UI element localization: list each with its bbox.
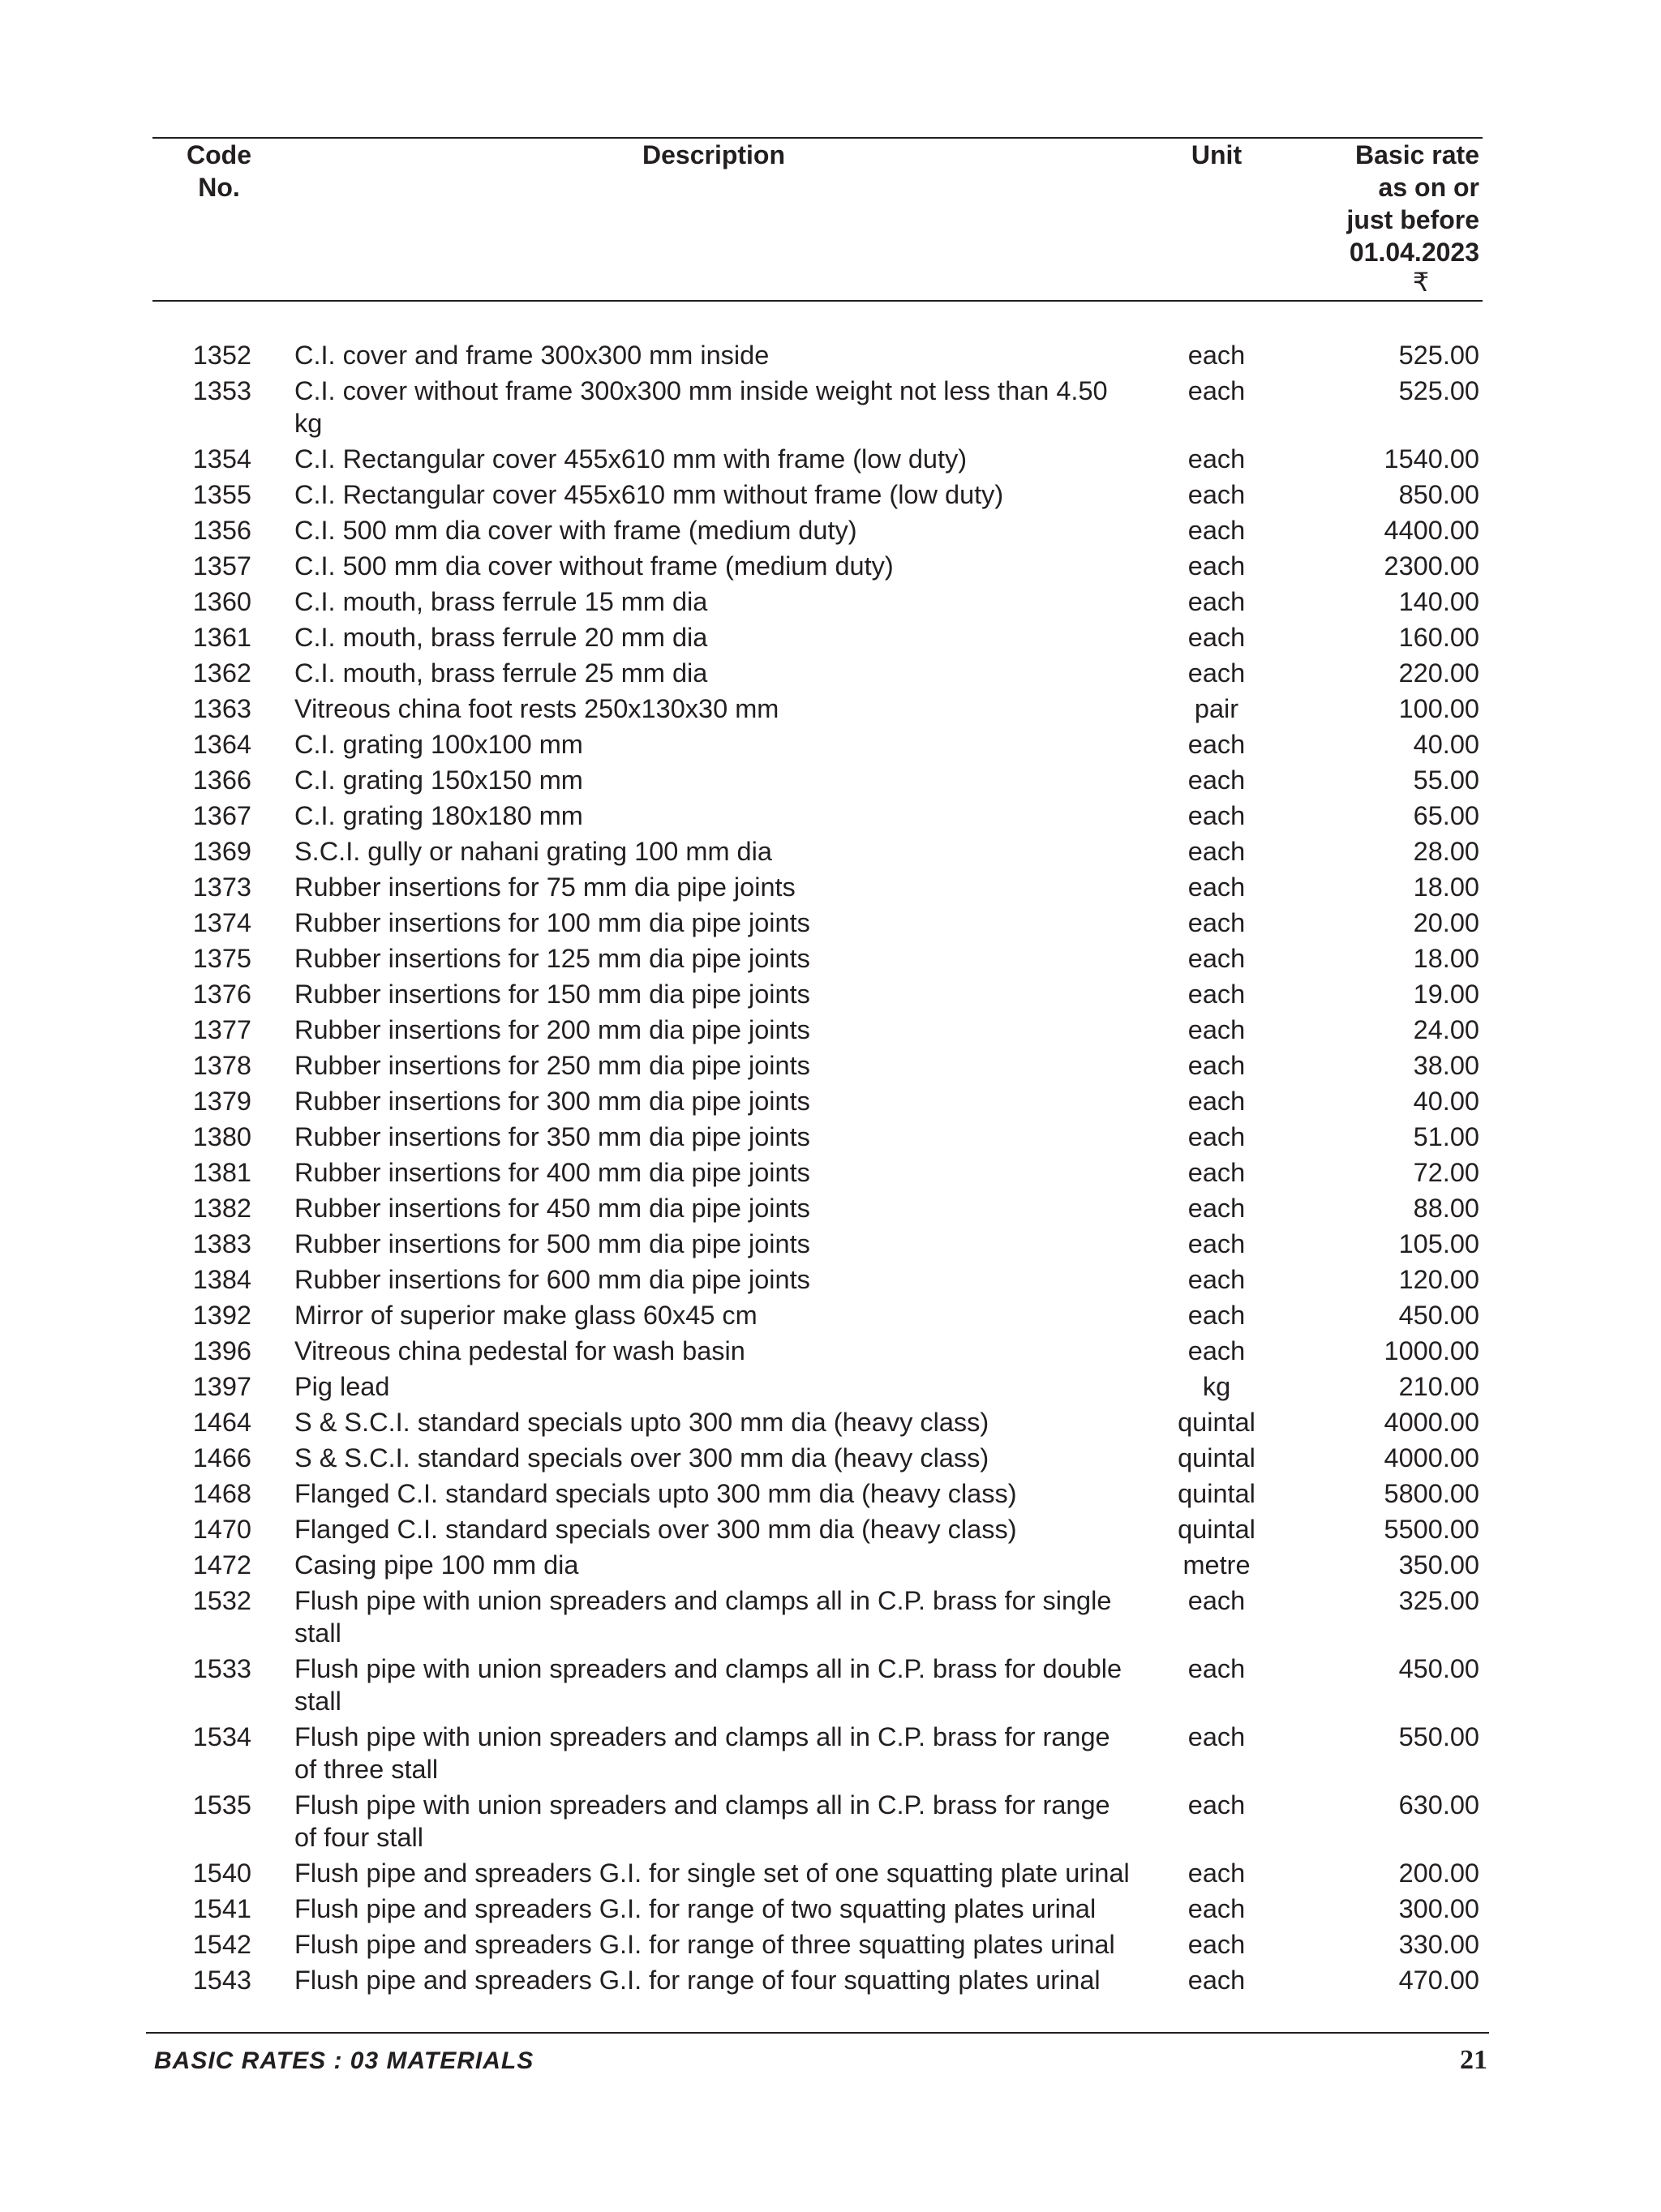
row-unit: each [1187, 1265, 1246, 1294]
table-row [0, 978, 1661, 1014]
row-rate: 19.00 [1413, 980, 1479, 1009]
table-row [0, 1085, 1661, 1121]
row-description: Rubber insertions for 400 mm dia pipe joints [294, 1158, 810, 1187]
row-unit: each [1187, 944, 1246, 973]
row-unit: each [1187, 1051, 1246, 1080]
row-unit: each [1187, 980, 1246, 1009]
table-row [0, 1442, 1661, 1477]
row-rate: 5500.00 [1384, 1515, 1479, 1544]
row-description: Flush pipe and spreaders G.I. for range of four squatting plates urinal [294, 1966, 1101, 1995]
row-code: 1352 [192, 341, 251, 370]
row-unit: each [1187, 376, 1246, 405]
row-rate: 850.00 [1398, 480, 1479, 509]
row-code: 1381 [192, 1158, 251, 1187]
row-unit: each [1187, 1966, 1246, 1995]
row-code: 1541 [192, 1894, 251, 1923]
row-description: Flush pipe and spreaders G.I. for range of two squatting plates urinal [294, 1894, 1097, 1923]
table-row [0, 1335, 1661, 1370]
row-description: Flush pipe with union spreaders and clamps all in C.P. brass for range of four stall [294, 1790, 1110, 1852]
table-row [0, 1584, 1661, 1653]
row-description: C.I. cover and frame 300x300 mm inside [294, 341, 770, 370]
rate-table-body [0, 339, 1661, 2000]
table-row [0, 799, 1661, 835]
row-rate: 4400.00 [1384, 516, 1479, 545]
row-unit: quintal [1178, 1515, 1255, 1544]
row-code: 1374 [192, 908, 251, 937]
row-unit: each [1187, 658, 1246, 688]
table-row [0, 1721, 1661, 1789]
row-description: Rubber insertions for 450 mm dia pipe joints [294, 1194, 810, 1223]
row-rate: 65.00 [1413, 801, 1479, 830]
row-description: S.C.I. gully or nahani grating 100 mm dia [294, 837, 772, 866]
table-row [0, 835, 1661, 871]
row-rate: 1540.00 [1384, 444, 1479, 474]
table-row [0, 585, 1661, 621]
row-unit: each [1187, 1229, 1246, 1258]
table-row [0, 1477, 1661, 1513]
row-code: 1470 [192, 1515, 251, 1544]
row-rate: 525.00 [1398, 341, 1479, 370]
row-unit: each [1187, 1015, 1246, 1044]
row-description: C.I. mouth, brass ferrule 15 mm dia [294, 587, 708, 616]
row-rate: 40.00 [1413, 730, 1479, 759]
row-unit: each [1187, 1930, 1246, 1959]
row-description: Mirror of superior make glass 60x45 cm [294, 1301, 758, 1330]
row-rate: 450.00 [1398, 1654, 1479, 1683]
row-code: 1542 [192, 1930, 251, 1959]
row-unit: each [1187, 551, 1246, 581]
row-description: S & S.C.I. standard specials over 300 mm dia (heavy class) [294, 1443, 989, 1473]
row-rate: 200.00 [1398, 1858, 1479, 1888]
row-unit: each [1187, 623, 1246, 652]
row-description: C.I. cover without frame 300x300 mm inside weight not less than 4.50 kg [294, 376, 1108, 438]
table-row [0, 443, 1661, 478]
row-code: 1377 [192, 1015, 251, 1044]
row-rate: 55.00 [1413, 765, 1479, 795]
row-rate: 140.00 [1398, 587, 1479, 616]
row-unit: each [1187, 587, 1246, 616]
row-description: Rubber insertions for 200 mm dia pipe joints [294, 1015, 810, 1044]
row-description: Rubber insertions for 350 mm dia pipe joints [294, 1122, 810, 1151]
row-rate: 300.00 [1398, 1894, 1479, 1923]
row-code: 1382 [192, 1194, 251, 1223]
row-unit: pair [1194, 694, 1239, 723]
row-unit: quintal [1178, 1479, 1255, 1508]
row-rate: 105.00 [1398, 1229, 1479, 1258]
row-rate: 2300.00 [1384, 551, 1479, 581]
row-rate: 100.00 [1398, 694, 1479, 723]
row-description: C.I. mouth, brass ferrule 25 mm dia [294, 658, 708, 688]
row-code: 1535 [192, 1790, 251, 1820]
row-code: 1466 [192, 1443, 251, 1473]
row-description: Vitreous china pedestal for wash basin [294, 1336, 745, 1365]
row-unit: each [1187, 801, 1246, 830]
row-code: 1356 [192, 516, 251, 545]
row-description: S & S.C.I. standard specials upto 300 mm dia (heavy class) [294, 1408, 989, 1437]
row-code: 1355 [192, 480, 251, 509]
row-rate: 40.00 [1413, 1087, 1479, 1116]
row-code: 1369 [192, 837, 251, 866]
header-basic-rate: Basic rate as on or just before 01.04.2023 [1346, 140, 1479, 267]
row-unit: each [1187, 516, 1246, 545]
row-description: Flush pipe with union spreaders and clamps all in C.P. brass for double stall [294, 1654, 1122, 1716]
row-description: Flanged C.I. standard specials upto 300 mm dia (heavy class) [294, 1479, 1017, 1508]
table-row [0, 942, 1661, 978]
row-rate: 38.00 [1413, 1051, 1479, 1080]
table-row [0, 1049, 1661, 1085]
row-description: Flanged C.I. standard specials over 300 mm dia (heavy class) [294, 1515, 1017, 1544]
table-row [0, 1549, 1661, 1584]
table-row [0, 375, 1661, 443]
row-unit: each [1187, 1301, 1246, 1330]
row-code: 1396 [192, 1336, 251, 1365]
row-unit: each [1187, 1790, 1246, 1820]
row-rate: 72.00 [1413, 1158, 1479, 1187]
row-code: 1378 [192, 1051, 251, 1080]
row-code: 1468 [192, 1479, 251, 1508]
rupee-symbol: ₹ [1412, 268, 1430, 297]
row-code: 1375 [192, 944, 251, 973]
row-code: 1354 [192, 444, 251, 474]
table-row [0, 478, 1661, 514]
row-description: C.I. 500 mm dia cover without frame (medium duty) [294, 551, 894, 581]
row-rate: 28.00 [1413, 837, 1479, 866]
row-description: C.I. grating 150x150 mm [294, 765, 583, 795]
header-description: Description [642, 140, 786, 169]
row-description: C.I. Rectangular cover 455x610 mm with frame (low duty) [294, 444, 968, 474]
row-rate: 630.00 [1398, 1790, 1479, 1820]
row-unit: each [1187, 1336, 1246, 1365]
table-row [0, 1893, 1661, 1928]
row-code: 1543 [192, 1966, 251, 1995]
row-unit: each [1187, 341, 1246, 370]
row-code: 1373 [192, 872, 251, 902]
table-row [0, 1299, 1661, 1335]
row-unit: each [1187, 1894, 1246, 1923]
row-rate: 18.00 [1413, 872, 1479, 902]
footer-section-title: BASIC RATES : 03 MATERIALS [154, 2047, 534, 2074]
table-row [0, 1192, 1661, 1228]
row-rate: 330.00 [1398, 1930, 1479, 1959]
row-description: Flush pipe and spreaders G.I. for range of three squatting plates urinal [294, 1930, 1115, 1959]
row-unit: each [1187, 765, 1246, 795]
row-description: C.I. 500 mm dia cover with frame (medium duty) [294, 516, 857, 545]
table-row [0, 339, 1661, 375]
row-code: 1379 [192, 1087, 251, 1116]
row-code: 1384 [192, 1265, 251, 1294]
row-rate: 350.00 [1398, 1550, 1479, 1580]
row-description: Rubber insertions for 150 mm dia pipe joints [294, 980, 810, 1009]
table-row [0, 1789, 1661, 1857]
row-code: 1533 [192, 1654, 251, 1683]
row-unit: each [1187, 1158, 1246, 1187]
row-description: Rubber insertions for 75 mm dia pipe joints [294, 872, 796, 902]
row-rate: 18.00 [1413, 944, 1479, 973]
table-row [0, 1406, 1661, 1442]
table-row [0, 1928, 1661, 1964]
row-code: 1534 [192, 1722, 251, 1751]
row-code: 1376 [192, 980, 251, 1009]
table-row [0, 1857, 1661, 1893]
row-code: 1357 [192, 551, 251, 581]
row-unit: each [1187, 480, 1246, 509]
header-bottom-rule [152, 300, 1483, 302]
table-row [0, 1121, 1661, 1156]
row-code: 1353 [192, 376, 251, 405]
row-rate: 525.00 [1398, 376, 1479, 405]
row-description: Rubber insertions for 125 mm dia pipe joints [294, 944, 810, 973]
table-row [0, 692, 1661, 728]
table-row [0, 907, 1661, 942]
row-rate: 5800.00 [1384, 1479, 1479, 1508]
row-code: 1380 [192, 1122, 251, 1151]
row-rate: 24.00 [1413, 1015, 1479, 1044]
table-row [0, 728, 1661, 764]
row-unit: each [1187, 1722, 1246, 1751]
row-description: Pig lead [294, 1372, 390, 1401]
row-rate: 220.00 [1398, 658, 1479, 688]
row-description: Flush pipe and spreaders G.I. for single set of one squatting plate urinal [294, 1858, 1130, 1888]
row-description: C.I. mouth, brass ferrule 20 mm dia [294, 623, 708, 652]
row-description: Vitreous china foot rests 250x130x30 mm [294, 694, 779, 723]
row-rate: 20.00 [1413, 908, 1479, 937]
table-row [0, 1964, 1661, 2000]
row-description: C.I. grating 100x100 mm [294, 730, 583, 759]
row-unit: each [1187, 837, 1246, 866]
table-row [0, 1014, 1661, 1049]
table-row [0, 871, 1661, 907]
row-rate: 210.00 [1398, 1372, 1479, 1401]
row-description: Rubber insertions for 600 mm dia pipe joints [294, 1265, 810, 1294]
row-description: Rubber insertions for 100 mm dia pipe joints [294, 908, 810, 937]
row-code: 1362 [192, 658, 251, 688]
row-code: 1464 [192, 1408, 251, 1437]
row-rate: 4000.00 [1384, 1408, 1479, 1437]
row-unit: each [1187, 1194, 1246, 1223]
row-code: 1363 [192, 694, 251, 723]
row-unit: each [1187, 730, 1246, 759]
row-description: Rubber insertions for 300 mm dia pipe joints [294, 1087, 810, 1116]
table-row [0, 1370, 1661, 1406]
header-unit: Unit [1191, 140, 1243, 169]
row-code: 1383 [192, 1229, 251, 1258]
row-rate: 120.00 [1398, 1265, 1479, 1294]
row-code: 1361 [192, 623, 251, 652]
row-code: 1366 [192, 765, 251, 795]
row-unit: each [1187, 1087, 1246, 1116]
row-unit: each [1187, 1654, 1246, 1683]
row-unit: each [1187, 444, 1246, 474]
table-row [0, 657, 1661, 692]
header-code-no: Code No. [187, 140, 251, 202]
row-code: 1360 [192, 587, 251, 616]
row-rate: 160.00 [1398, 623, 1479, 652]
row-rate: 1000.00 [1384, 1336, 1479, 1365]
row-description: C.I. Rectangular cover 455x610 mm without frame (low duty) [294, 480, 1004, 509]
row-rate: 4000.00 [1384, 1443, 1479, 1473]
row-rate: 470.00 [1398, 1966, 1479, 1995]
row-rate: 325.00 [1398, 1586, 1479, 1615]
row-unit: each [1187, 1858, 1246, 1888]
table-row [0, 1513, 1661, 1549]
row-description: Flush pipe with union spreaders and clamps all in C.P. brass for single stall [294, 1586, 1112, 1648]
table-row [0, 621, 1661, 657]
table-row [0, 1156, 1661, 1192]
table-bottom-rule [146, 2032, 1489, 2034]
row-code: 1367 [192, 801, 251, 830]
row-unit: metre [1182, 1550, 1251, 1580]
row-code: 1392 [192, 1301, 251, 1330]
table-row [0, 1228, 1661, 1263]
row-rate: 51.00 [1413, 1122, 1479, 1151]
row-description: Rubber insertions for 500 mm dia pipe joints [294, 1229, 810, 1258]
row-code: 1472 [192, 1550, 251, 1580]
row-description: Rubber insertions for 250 mm dia pipe joints [294, 1051, 810, 1080]
table-row [0, 550, 1661, 585]
row-unit: each [1187, 872, 1246, 902]
table-row [0, 764, 1661, 799]
row-rate: 88.00 [1413, 1194, 1479, 1223]
table-row [0, 1263, 1661, 1299]
table-row [0, 514, 1661, 550]
row-unit: each [1187, 1122, 1246, 1151]
row-description: Casing pipe 100 mm dia [294, 1550, 579, 1580]
row-unit: each [1187, 1586, 1246, 1615]
row-unit: quintal [1178, 1408, 1255, 1437]
row-code: 1397 [192, 1372, 251, 1401]
row-code: 1540 [192, 1858, 251, 1888]
row-code: 1364 [192, 730, 251, 759]
row-unit: each [1187, 908, 1246, 937]
row-unit: kg [1202, 1372, 1231, 1401]
row-rate: 450.00 [1398, 1301, 1479, 1330]
row-description: C.I. grating 180x180 mm [294, 801, 583, 830]
page-number: 21 [1460, 2045, 1487, 2075]
row-rate: 550.00 [1398, 1722, 1479, 1751]
row-description: Flush pipe with union spreaders and clamps all in C.P. brass for range of three stall [294, 1722, 1110, 1784]
row-code: 1532 [192, 1586, 251, 1615]
row-unit: quintal [1178, 1443, 1255, 1473]
table-row [0, 1653, 1661, 1721]
